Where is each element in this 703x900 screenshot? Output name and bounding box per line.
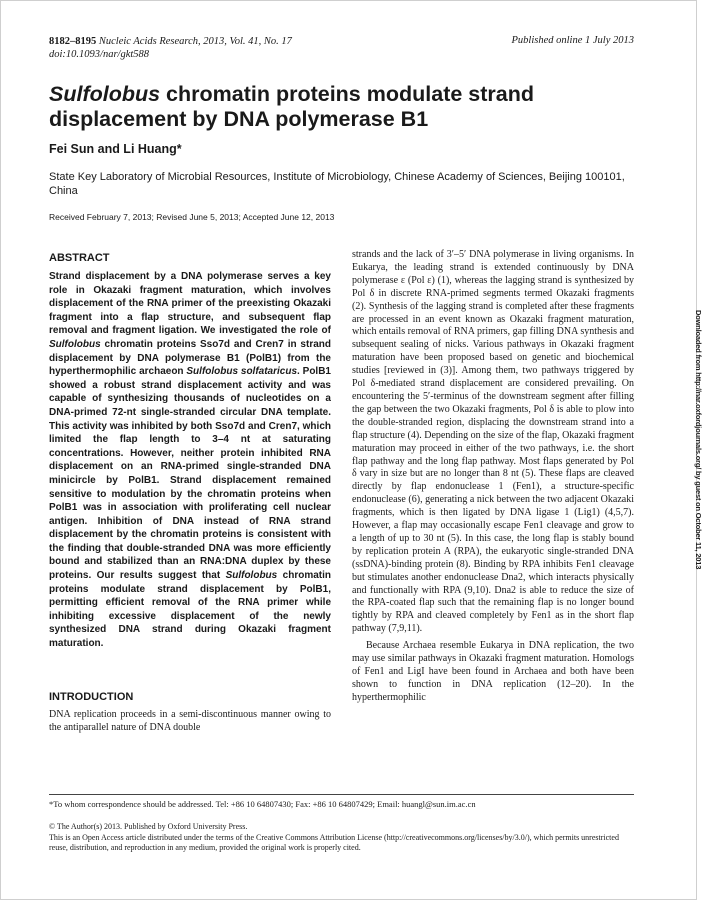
left-column [49,252,331,734]
abstract-part: Strand displacement by a DNA polymerase serves a key role in Okazaki fragment maturation, which involves displacement of the RNA primer of the preexisting Okazaki fragment into a flap structure, and subsequent flap removal and fragment ligation. We investigated the role of [49,271,331,337]
doi: doi:10.1093/nar/gkt588 [49,49,150,60]
footer-divider [49,794,634,795]
abstract-part: chromatin proteins Sso7d and Cren7 in strand displacement by DNA polymerase B1 (PolB1) from the hyperthermophilic archaeon [49,338,331,378]
body-paragraph: strands and the lack of 3′–5′ DNA polymerase in living organisms. In Eukarya, the leading strand is extended continuously by DNA polymerase ε (Pol ε) (1), whereas the lagging strand is synthesized by Pol δ in discrete RNA-primed segments termed Okazaki fragments (2). Synthesis of the lagging strand is completed after these fragments are processed in an event known as Okazaki fragment maturation, which entails removal of RNA primers, gap filling DNA synthesis and subsequent sealing of nicks. Various pathways in Okazaki fragment maturation have been proposed based on genetic and biochemical studies [reviewed in (3)]. Among them, two pathways triggered by Pol δ-mediated strand displacement are considered prevailing. On encountering the 5′-terminus of the downstream segment after filling the gap between the two Okazaki fragments, Pol δ is able to plow into the double-stranded region, displacing the downstream strand into a flap structure (4). Depending on the size of the flap, Okazaki fragment maturation may proceed in either of the two pathways, i.e. the short flap pathway and the long flap pathway. Most flaps generated by Pol δ vary in size but are no longer than 8 nt (5). These flaps are cleaved directly by flap endonuclease 1 (Fen1), a structure-specific endonuclease (6), generating a nick between the two adjacent Okazaki fragments, which is then ligated by DNA ligase 1 (Lig1) (4,5,7). However, a flap may occasionally escape Fen1 cleavage and grow to a length of up to 30 nt (5). In this case, the long flap is stably bound by replication protein A (RPA), the eukaryotic single-stranded DNA (ssDNA)-binding protein (8). Binding by RPA inhibits Fen1 cleavage but stimulates another endonuclease Dna2, which interacts physically and functionally with RPA (9,10). Dna2 is able to reduce the size of the RPA-coated flap such that the remaining flap is no longer bound tightly by RPA and cleaved completely by Fen1 as in the short flap pathway (7,9,11). [352,249,634,635]
title-rest: chromatin proteins modulate strand displacement by DNA polymerase B1 [49,82,534,131]
download-watermark: Downloaded from http://nar.oxfordjournals.org/ by guest on October 11, 2013 [694,310,703,570]
right-column [352,249,634,705]
body-paragraph: Because Archaea resemble Eukarya in DNA replication, the two may use similar pathways in Okazaki fragment maturation. Homologs of Fen1 and LigI have been found in Archaea and both have been shown to function in DNA replication (12–20). In the hyperthermophilic [352,640,634,703]
page-range: 8182–8195 [49,36,97,47]
introduction-text: DNA replication proceeds in a semi-discontinuous manner owing to the antiparallel nature of DNA double [49,708,331,733]
published-date: Published online 1 July 2013 [511,35,634,46]
copyright-line: © The Author(s) 2013. Published by Oxford University Press. [49,822,248,831]
copyright-notice [49,822,637,854]
authors: Fei Sun and Li Huang* [49,142,182,156]
license-text: This is an Open Access article distributed under the terms of the Creative Commons Attribution License (http://creativecommons.org/licenses/by/3.0/), which permits unrestricted reuse, distribution, and reproduction in any medium, provided the original work is properly cited. [49,832,619,852]
title-genus: Sulfolobus [49,82,161,106]
received-dates: Received February 7, 2013; Revised June 5, 2013; Accepted June 12, 2013 [49,212,335,222]
abstract-heading: ABSTRACT [49,252,110,264]
correspondence-footnote: *To whom correspondence should be addressed. Tel: +86 10 64807430; Fax: +86 10 64807429; Email: huangl@sun.im.ac.cn [49,799,476,809]
journal-citation: Nucleic Acids Research, 2013, Vol. 41, No. 17 [98,36,292,47]
abstract-italic: Sulfolobus solfataricus [186,366,298,378]
article-title [49,82,609,132]
introduction-heading: INTRODUCTION [49,690,134,703]
abstract-part: chromatin proteins modulate strand displacement by PolB1, permitting efficient removal of the RNA primer while inhibiting excessive displacement of the newly synthesized DNA strand during Okazaki fragment maturation. [49,570,331,650]
abstract-part: . PolB1 showed a robust strand displacement activity and was capable of synthesizing thousands of nucleotides on a DNA-primed 72-nt single-stranded circular DNA template. This activity was inhibited by both Sso7d and Cren7, which limited the flap length to 3–4 nt at saturating concentrations. However, neither protein inhibited RNA displacement on an RNA-primed single-stranded DNA minicircle by PolB1. Strand displacement remained sensitive to modulation by the chromatin proteins when PolB1 was in association with proliferating cell nuclear antigen. Inhibition of DNA instead of RNA strand displacement by the chromatin proteins is consistent with the finding that double-stranded DNA was more efficiently bound and stabilized than an RNA:DNA duplex by these proteins. Our results suggest that [49,366,331,582]
abstract-italic: Sulfolobus [225,570,278,582]
journal-header [49,35,292,61]
affiliation: State Key Laboratory of Microbial Resources, Institute of Microbiology, Chinese Academy of Sciences, Beijing 100101, China [49,171,625,197]
abstract-text [49,270,331,651]
abstract-italic: Sulfolobus [49,338,101,350]
